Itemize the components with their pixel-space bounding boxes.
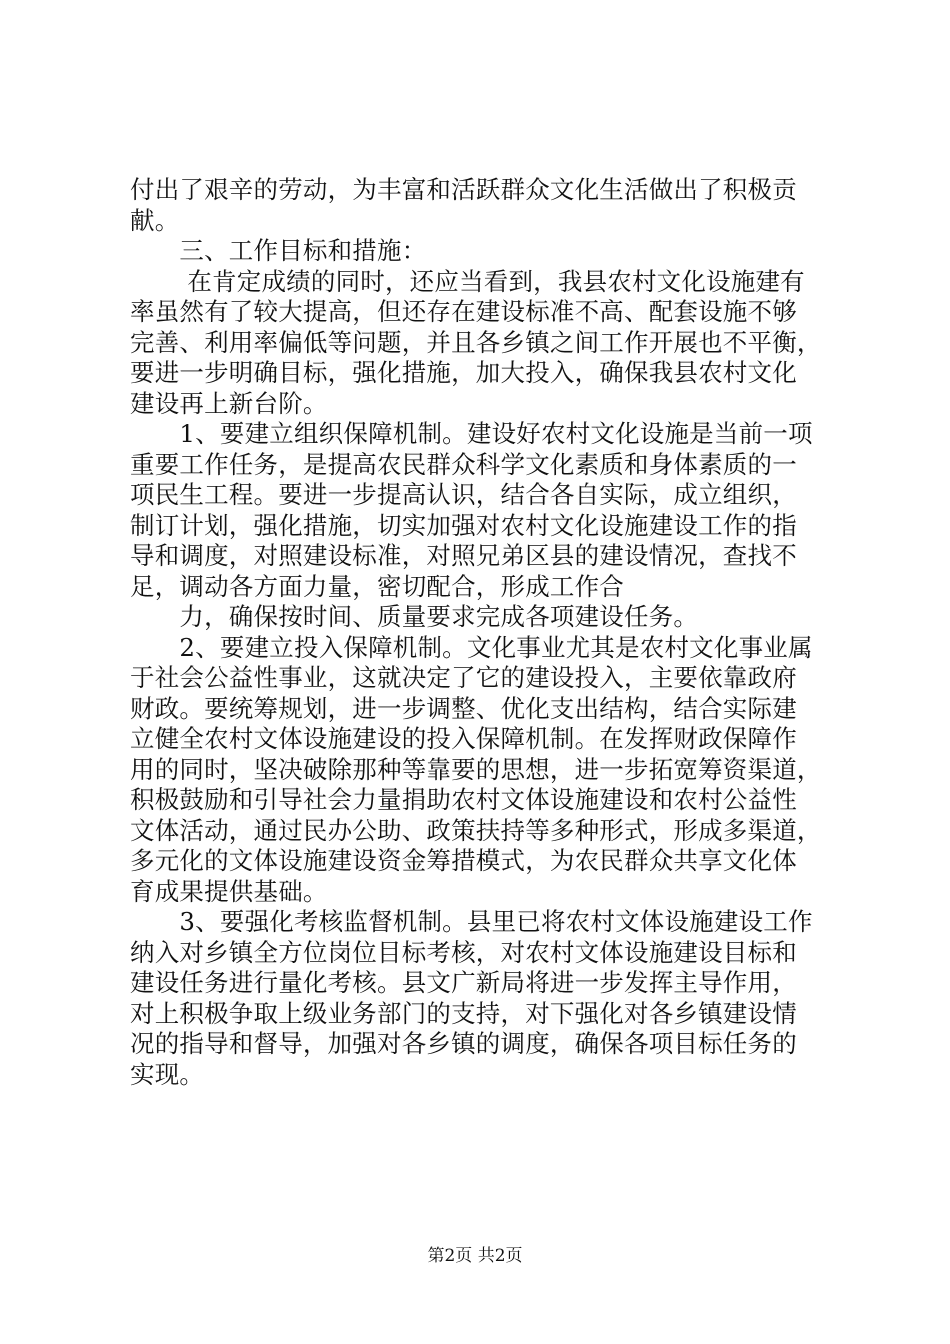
text-line: 付出了艰辛的劳动，为丰富和活跃群众文化生活做出了积极贡: [130, 175, 797, 204]
page-number-label: 第2页 共2页: [427, 1246, 523, 1266]
text-line: 力，确保按时间、质量要求完成各项建设任务。: [130, 602, 699, 631]
text-line: 立健全农村文体设施建设的投入保障机制。在发挥财政保障作: [130, 724, 797, 753]
text-line: 1、要建立组织保障机制。建设好农村文化设施是当前一项: [130, 419, 813, 448]
text-line: 重要工作任务，是提高农民群众科学文化素质和身体素质的一: [130, 449, 797, 479]
text-line: 项民生工程。要进一步提高认识，结合各自实际，成立组织，: [130, 480, 797, 509]
text-line: 率虽然有了较大提高，但还存在建设标准不高、配套设施不够: [130, 297, 797, 326]
text-line: 况的指导和督导，加强对各乡镇的调度，确保各项目标任务的: [130, 1029, 797, 1058]
text-line: 在肯定成绩的同时，还应当看到，我县农村文化设施建有: [130, 266, 805, 296]
text-line: 导和调度，对照建设标准，对照兄弟区县的建设情况，查找不: [130, 541, 797, 570]
page-footer: [0, 1245, 950, 1267]
text-line: 育成果提供基础。: [130, 876, 328, 906]
document-body: [130, 175, 830, 1090]
section-heading: 三、工作目标和措施：: [130, 236, 427, 265]
text-line: 多元化的文体设施建设资金筹措模式，为农民群众共享文化体: [130, 846, 797, 875]
text-line: 制订计划，强化措施，切实加强对农村文化设施建设工作的指: [130, 510, 797, 540]
text-line: 于社会公益性事业，这就决定了它的建设投入，主要依靠政府: [130, 663, 797, 692]
text-line: 建设再上新台阶。: [130, 388, 328, 418]
text-line: 建设任务进行量化考核。县文广新局将进一步发挥主导作用，: [130, 968, 797, 997]
text-line: 足，调动各方面力量，密切配合，形成工作合: [130, 571, 624, 601]
text-line: 实现。: [130, 1059, 205, 1089]
text-line: 财政。要统筹规划，进一步调整、优化支出结构，结合实际建: [130, 693, 797, 723]
text-line: 献。: [130, 205, 180, 235]
text-line: 要进一步明确目标，强化措施，加大投入，确保我县农村文化: [130, 358, 797, 387]
text-line: 完善、利用率偏低等问题，并且各乡镇之间工作开展也不平衡，: [130, 327, 822, 357]
text-line: 3、要强化考核监督机制。县里已将农村文体设施建设工作: [130, 907, 813, 936]
text-line: 2、要建立投入保障机制。文化事业尤其是农村文化事业属: [130, 632, 813, 662]
text-line: 用的同时，坚决破除那种等靠要的思想，进一步拓宽筹资渠道，: [130, 754, 822, 784]
text-line: 积极鼓励和引导社会力量捐助农村文体设施建设和农村公益性: [130, 785, 797, 814]
text-line: 文体活动，通过民办公助、政策扶持等多种形式，形成多渠道，: [130, 815, 822, 845]
text-line: 对上积极争取上级业务部门的支持，对下强化对各乡镇建设情: [130, 998, 797, 1028]
text-line: 纳入对乡镇全方位岗位目标考核，对农村文体设施建设目标和: [130, 937, 797, 967]
